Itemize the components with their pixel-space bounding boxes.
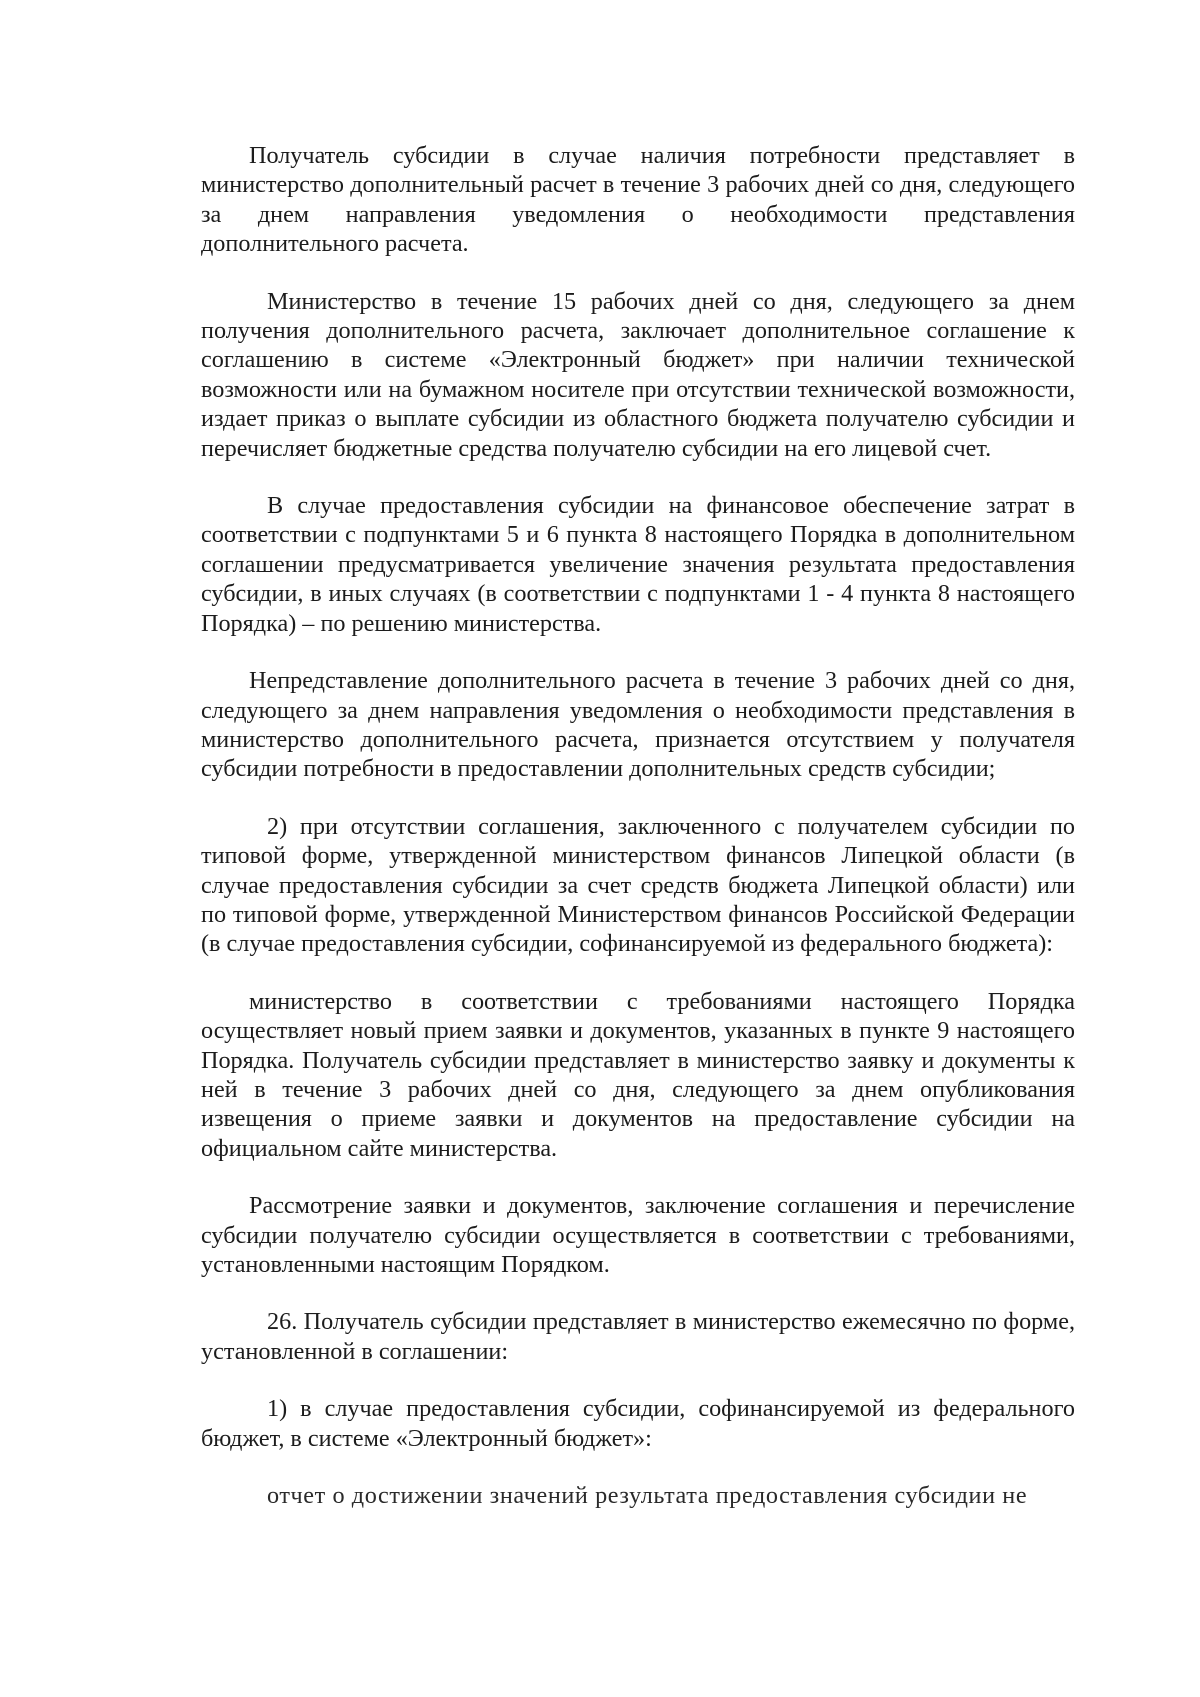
paragraph-consideration: Рассмотрение заявки и документов, заключение соглашения и перечисление субсидии получателю субсидии осуществляется в соответствии с требованиями, установленными настоящим Порядком.	[201, 1192, 1075, 1278]
paragraph-additional-calculation: Получатель субсидии в случае наличия потребности представляет в министерство дополнительный расчет в течение 3 рабочих дней со дня, следующего за днем направления уведомления о необходимости представления дополнительного расчета.	[201, 142, 1075, 258]
paragraph-ministry-agreement: Министерство в течение 15 рабочих дней со дня, следующего за днем получения дополнительного расчета, заключает дополнительное соглашение к соглашению в системе «Электронный бюджет» при наличии технической возможности или на бумажном носителе при отсутствии технической возможности, издает приказ о выплате субсидии из областного бюджета получателю субсидии и перечисляет бюджетные средства получателю субсидии на его лицевой счет.	[201, 287, 1075, 462]
paragraph-result-increase: В случае предоставления субсидии на финансовое обеспечение затрат в соответствии с подпунктами 5 и 6 пункта 8 настоящего Порядка в дополнительном соглашении предусматривается увеличение значения результата предоставления субсидии, в иных случаях (в соответствии с подпунктами 1 - 4 пункта 8 настоящего Порядка) – по решению министерства.	[201, 492, 1075, 637]
paragraph-federal-budget-case: 1) в случае предоставления субсидии, софинансируемой из федерального бюджет, в системе «Электронный бюджет»:	[201, 1395, 1075, 1452]
document-body	[201, 141, 1075, 1510]
paragraph-non-submission: Непредставление дополнительного расчета в течение 3 рабочих дней со дня, следующего за днем направления уведомления о необходимости представления в министерство дополнительного расчета, признается отсутствием у получателя субсидии потребности в предоставлении дополнительных средств субсидии;	[201, 667, 1075, 783]
paragraph-no-agreement: 2) при отсутствии соглашения, заключенного с получателем субсидии по типовой форме, утвержденной министерством финансов Липецкой области (в случае предоставления субсидии за счет средств бюджета Липецкой области) или по типовой форме, утвержденной Министерством финансов Российской Федерации (в случае предоставления субсидии, софинансируемой из федерального бюджета):	[201, 812, 1075, 958]
paragraph-section-26: 26. Получатель субсидии представляет в министерство ежемесячно по форме, установленной в соглашении:	[201, 1308, 1075, 1365]
paragraph-report-fragment: отчет о достижении значений результата предоставления субсидии не	[267, 1482, 1028, 1510]
paragraph-new-application: министерство в соответствии с требованиями настоящего Порядка осуществляет новый прием заявки и документов, указанных в пункте 9 настоящего Порядка. Получатель субсидии представляет в министерство заявку и документы к ней в течение 3 рабочих дней со дня, следующего за днем опубликования извещения о приеме заявки и документов на предоставление субсидии на официальном сайте министерства.	[201, 987, 1075, 1162]
